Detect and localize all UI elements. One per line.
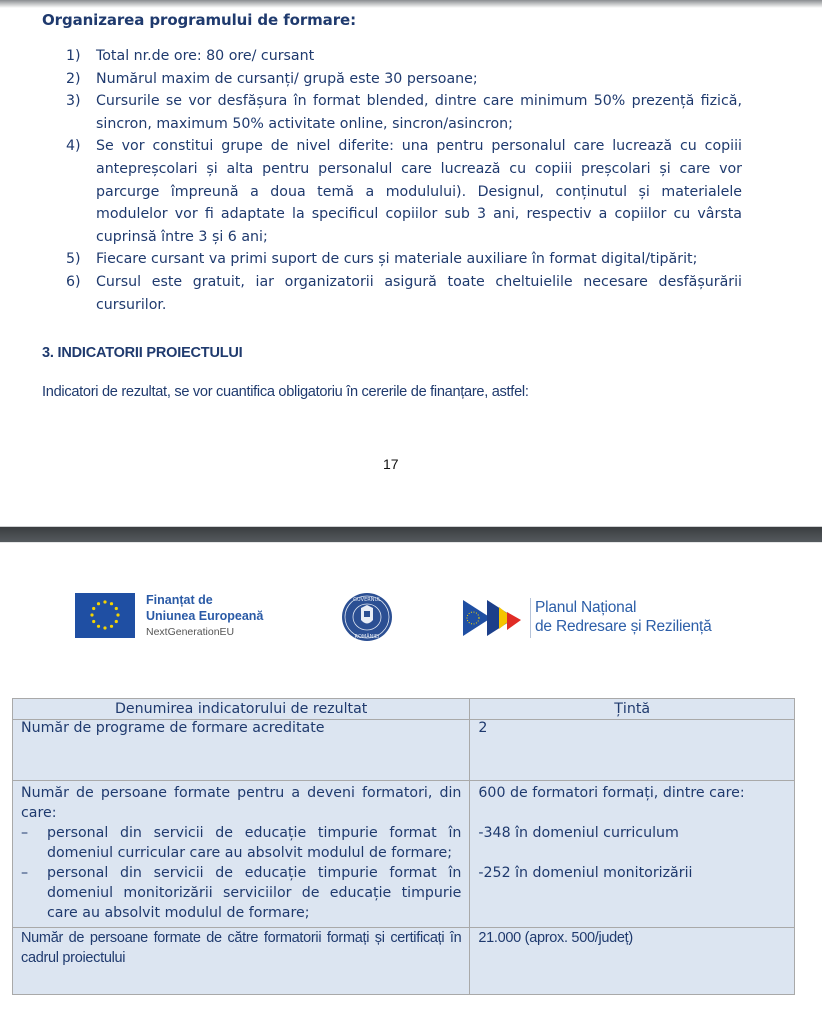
list-item (66, 68, 742, 91)
dash-bullet-icon: – (21, 825, 29, 841)
target-cell: 2 (470, 720, 795, 781)
section-heading-organizare: Organizarea programului de formare: (42, 11, 356, 29)
list-text: Numărul maxim de cursanți/ grupă este 30 persoane; (96, 70, 478, 87)
eu-funding-label (146, 592, 263, 640)
indicators-intro-text: Indicatori de rezultat, se vor cuantifica obligatoriu în cererile de finanțare, astfel: (42, 384, 529, 400)
target-line: 600 de formatori formați, dintre care: (478, 785, 745, 801)
eu-flag-icon (75, 593, 135, 638)
eu-text-line2: Uniunea Europeană (146, 609, 264, 623)
svg-text:GUVERNUL: GUVERNUL (353, 597, 381, 603)
indicator-cell: Număr de programe de formare acreditate (13, 720, 470, 781)
column-header-indicator: Denumirea indicatorului de rezultat (13, 699, 470, 720)
list-text: Cursul este gratuit, iar organizatorii asigură toate cheltuielile necesare desfășurării cursurilor. (96, 273, 742, 313)
pnrr-arrows-icon (463, 598, 529, 638)
table-header-row (13, 699, 795, 720)
bullet-text: personal din servicii de educație timpurie format în domeniul curricular care au absolvit modulul de formare; (47, 825, 462, 861)
list-number: 2) (66, 70, 81, 87)
eu-text-line3: NextGenerationEU (146, 626, 235, 638)
indicator-cell (13, 781, 470, 928)
eu-text-line1: Finanțat de (146, 593, 213, 607)
list-item (66, 248, 742, 271)
target-cell (470, 781, 795, 928)
indicator-cell: Număr de persoane formate de către formatorii formați și certificați în cadrul proiectului (13, 928, 470, 995)
list-text: Fiecare cursant va primi suport de curs și materiale auxiliare în format digital/tipărit; (96, 251, 698, 268)
list-number: 5) (66, 251, 81, 268)
indicator-bullet (21, 863, 461, 923)
list-number: 6) (66, 273, 81, 290)
list-number: 3) (66, 93, 81, 110)
bullet-text: personal din servicii de educație timpurie format în domeniul monitorizării serviciilor de educație timpurie care au absolvit modulul de formare; (47, 865, 462, 921)
result-indicators-table (12, 698, 795, 995)
dash-bullet-icon: – (21, 865, 29, 881)
target-cell: 21.000 (aprox. 500/județ) (470, 928, 795, 995)
indicator-bullet (21, 823, 461, 863)
list-item (66, 45, 742, 68)
list-text: Cursurile se vor desfășura în format blended, dintre care minimum 50% prezență fizică, sincron, maximum 50% activitate online, sincron/asincron; (96, 93, 742, 132)
guvernul-romaniei-seal-icon (340, 592, 394, 642)
page-edge-shadow (0, 0, 822, 8)
target-line: -348 în domeniul curriculum (478, 825, 679, 841)
pnrr-text-line1: Planul Național (535, 599, 637, 616)
list-item (66, 135, 742, 248)
column-header-target: Țintă (470, 699, 795, 720)
list-item (66, 271, 742, 316)
pnrr-text-line2: de Redresare și Reziliență (535, 618, 712, 635)
logo-separator (530, 598, 531, 638)
section-heading-indicatori: 3. INDICATORII PROIECTULUI (42, 345, 243, 361)
pnrr-label (535, 598, 712, 636)
page-divider (0, 526, 822, 543)
list-item (66, 90, 742, 135)
page-number: 17 (383, 456, 399, 472)
target-line: -252 în domeniul monitorizării (478, 865, 693, 881)
list-number: 4) (66, 138, 81, 155)
training-organization-list (66, 45, 742, 316)
table-row (13, 928, 795, 995)
list-text: Total nr.de ore: 80 ore/ cursant (96, 48, 315, 64)
indicator-text: Număr de persoane formate pentru a deveni formatori, din care: (21, 785, 462, 821)
svg-text:ROMÂNIEI: ROMÂNIEI (354, 634, 380, 640)
eu-stars-icon (75, 593, 135, 638)
table-row (13, 720, 795, 781)
list-number: 1) (66, 48, 81, 64)
list-text: Se vor constitui grupe de nivel diferite: una pentru personalul care lucrează cu copiii antepreșcolari și alta pentru personalul care lucrează cu copiii preșcolari și care vor parcurge împreună a doua temă a modulului). Designul, conținutul și materialele modulelor vor fi adaptate la specificul copiilor sub 3 ani, respectiv a copiilor cu vârsta cuprinsă între 3 și 6 ani; (96, 138, 742, 245)
table-row (13, 781, 795, 928)
